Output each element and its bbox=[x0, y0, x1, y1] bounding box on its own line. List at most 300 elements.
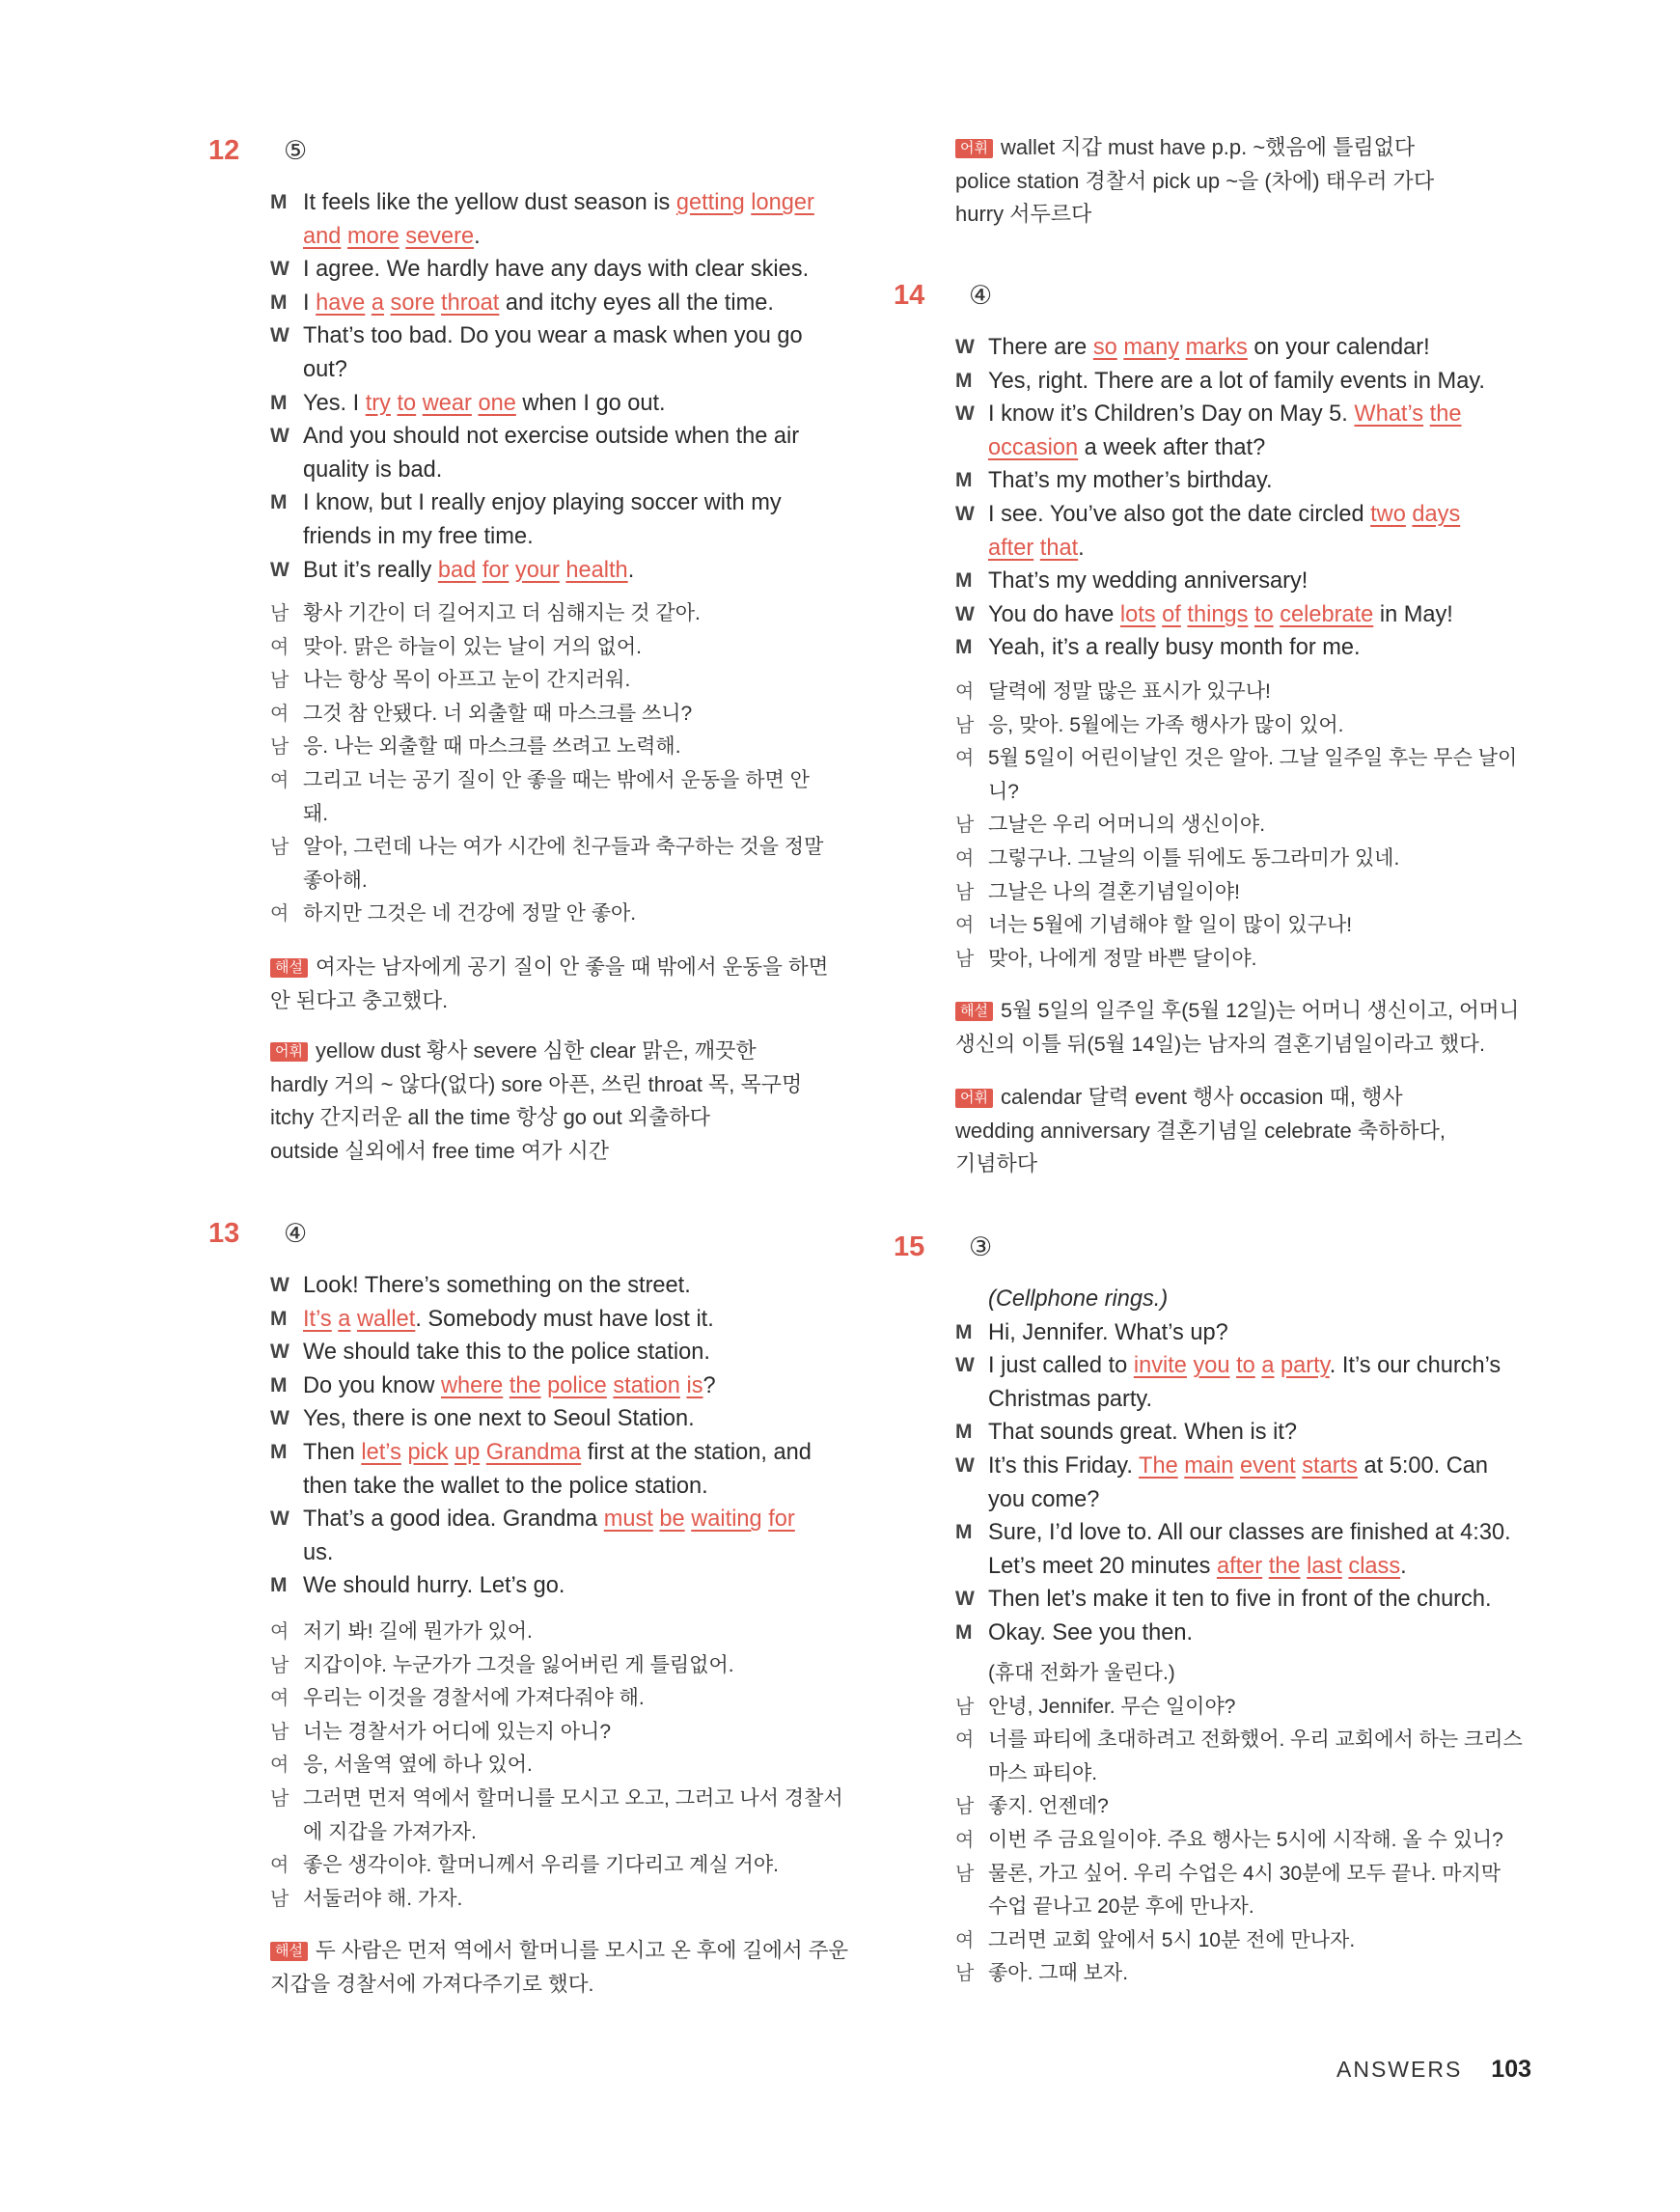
speaker-label: 여 bbox=[955, 1829, 975, 1851]
speaker-label: 여 bbox=[270, 1621, 289, 1643]
question-number: 15 bbox=[894, 1231, 925, 1262]
speaker-label bbox=[270, 865, 303, 899]
answer-blank: wallet bbox=[356, 1306, 416, 1332]
speaker-label: 남 bbox=[270, 670, 289, 692]
translation-line bbox=[270, 1616, 849, 1649]
speaker-label: M bbox=[955, 1521, 973, 1544]
speaker-label: 여 bbox=[270, 636, 289, 658]
text-segment: us. bbox=[303, 1539, 334, 1565]
dialogue-text bbox=[988, 598, 1554, 632]
translation-line bbox=[955, 1724, 1534, 1757]
answer-blank: getting bbox=[675, 190, 745, 215]
text-segment: . bbox=[627, 557, 635, 583]
answer-blank: days bbox=[1412, 501, 1461, 527]
answer-blank: your bbox=[514, 557, 560, 583]
dialogue-text bbox=[988, 1550, 1554, 1584]
answer-blank: class bbox=[1348, 1553, 1401, 1579]
dialogue-line bbox=[270, 220, 849, 254]
speaker-label: M bbox=[270, 1440, 288, 1463]
dialogue-text bbox=[988, 331, 1554, 365]
speaker-label: W bbox=[270, 258, 289, 281]
translation-text: 돼. bbox=[303, 802, 329, 825]
answer-blank: wear bbox=[422, 390, 472, 416]
question-14-translation bbox=[955, 676, 1534, 976]
text-segment: in May! bbox=[1373, 601, 1453, 627]
dialogue-text bbox=[988, 1583, 1554, 1617]
speaker-label bbox=[955, 1383, 988, 1417]
dialogue-line bbox=[955, 1383, 1554, 1417]
speaker-label: W bbox=[270, 324, 289, 347]
dialogue-line bbox=[270, 554, 849, 588]
answer-blank: the bbox=[509, 1372, 541, 1398]
dialogue-text bbox=[988, 365, 1554, 399]
text-segment: . Somebody must have lost it. bbox=[415, 1306, 714, 1332]
dialogue-line bbox=[955, 398, 1554, 431]
translation-line bbox=[270, 664, 849, 698]
answer-blank: let’s bbox=[361, 1439, 401, 1465]
text-segment: There are bbox=[988, 335, 1093, 360]
dialogue-text bbox=[303, 1303, 849, 1337]
translation-line bbox=[270, 764, 849, 798]
answer-blank: for bbox=[482, 557, 510, 583]
translation-text: 달력에 정말 많은 표시가 있구나! bbox=[988, 680, 1271, 703]
translation-line bbox=[955, 742, 1534, 776]
dialogue-text bbox=[303, 1402, 849, 1436]
dialogue-line bbox=[270, 454, 849, 487]
speaker-label: 남 bbox=[955, 714, 975, 736]
dialogue-text bbox=[303, 1269, 849, 1303]
speaker-label bbox=[955, 1657, 988, 1691]
translation-text: 서둘러야 해. 가자. bbox=[303, 1887, 463, 1910]
text-segment: Hi, Jennifer. What’s up? bbox=[988, 1319, 1228, 1345]
translation-line bbox=[955, 943, 1534, 977]
translation-text: 이번 주 금요일이야. 주요 행사는 5시에 시작해. 올 수 있니? bbox=[988, 1828, 1503, 1851]
translation-line bbox=[955, 1790, 1534, 1824]
answer-blank: What’s bbox=[1354, 401, 1424, 428]
translation-line bbox=[955, 876, 1534, 910]
dialogue-line bbox=[955, 431, 1554, 465]
speaker-label: W bbox=[955, 1354, 975, 1377]
dialogue-text bbox=[988, 398, 1554, 431]
answer-blank: the bbox=[1429, 401, 1462, 428]
speaker-label bbox=[955, 431, 988, 465]
text-segment: Then let’s make it ten to five in front of the church. bbox=[988, 1587, 1492, 1613]
text-segment: That’s my mother’s birthday. bbox=[988, 468, 1273, 494]
speaker-label: M bbox=[270, 1307, 288, 1330]
answer-choice: ⑤ bbox=[284, 136, 308, 165]
translation-line bbox=[270, 1682, 849, 1716]
answer-blank: longer bbox=[751, 190, 814, 215]
answer-choice: ④ bbox=[284, 1219, 308, 1248]
answer-blank: a bbox=[371, 290, 384, 316]
translation-text: 좋아해. bbox=[303, 869, 368, 892]
speaker-label bbox=[270, 1536, 303, 1570]
translation-text: 응, 맞아. 5월에는 가족 행사가 많이 있어. bbox=[988, 713, 1344, 736]
translation-text: 나는 항상 목이 아프고 눈이 간지러워. bbox=[303, 669, 631, 692]
speaker-label bbox=[955, 1483, 988, 1517]
answer-blank: party bbox=[1281, 1353, 1330, 1379]
dialogue-line bbox=[955, 1583, 1554, 1617]
question-15-dialogue bbox=[955, 1283, 1554, 1650]
answer-blank: sore bbox=[390, 290, 435, 316]
text-segment: Let’s meet 20 minutes bbox=[988, 1553, 1217, 1579]
answer-choice: ④ bbox=[969, 281, 993, 310]
translation-line bbox=[270, 1783, 849, 1816]
speaker-label: W bbox=[270, 1407, 289, 1430]
translation-text: 너는 5월에 기념해야 할 일이 많이 있구나! bbox=[988, 914, 1353, 937]
translation-line bbox=[270, 731, 849, 764]
answer-blank: so bbox=[1092, 335, 1117, 360]
answer-blank: celebrate bbox=[1280, 601, 1374, 627]
translation-line bbox=[955, 776, 1534, 810]
question-13-vocabulary: 어휘 wallet 지갑 must have p.p. ~했음에 틀림없다 police station 경찰서 pick up ~을 (차에) 태우러 가다 hurry 서두르다 bbox=[955, 135, 1435, 227]
answer-blank: station bbox=[613, 1372, 680, 1398]
speaker-label: 여 bbox=[955, 1929, 975, 1951]
dialogue-text bbox=[988, 1383, 1554, 1417]
translation-text: 지갑이야. 누군가가 그것을 잃어버린 게 틀림없어. bbox=[303, 1653, 734, 1676]
dialogue-line bbox=[955, 1450, 1554, 1483]
answer-blank: occasion bbox=[988, 434, 1079, 460]
speaker-label bbox=[955, 1757, 988, 1791]
translation-text: 하지만 그것은 네 건강에 정말 안 좋아. bbox=[303, 902, 637, 926]
text-segment: . It’s our church’s bbox=[1329, 1353, 1501, 1379]
translation-line bbox=[955, 1957, 1534, 1991]
translation-text: 그날은 나의 결혼기념일이야! bbox=[988, 880, 1240, 903]
answer-blank: invite bbox=[1133, 1353, 1187, 1379]
dialogue-text bbox=[988, 498, 1554, 532]
text-segment: Do you know bbox=[303, 1372, 441, 1398]
answer-blank: throat bbox=[441, 290, 500, 316]
speaker-label: M bbox=[955, 1421, 973, 1444]
question-12-header bbox=[208, 135, 307, 167]
text-segment: and itchy eyes all the time. bbox=[499, 290, 774, 316]
translation-line bbox=[955, 676, 1534, 709]
text-segment: Yes, right. There are a lot of family events in May. bbox=[988, 368, 1485, 394]
question-15-translation bbox=[955, 1657, 1534, 1991]
translation-text: 안녕, Jennifer. 무슨 일이야? bbox=[988, 1695, 1236, 1718]
speaker-label bbox=[955, 1891, 988, 1924]
speaker-label: W bbox=[955, 1588, 975, 1611]
translation-line bbox=[955, 809, 1534, 843]
speaker-label: W bbox=[270, 1341, 289, 1364]
translation-line bbox=[955, 1924, 1534, 1958]
text-segment: But it’s really bbox=[303, 557, 438, 583]
answer-blank: event bbox=[1239, 1452, 1296, 1479]
question-13-header bbox=[208, 1218, 307, 1250]
speaker-label: M bbox=[270, 191, 288, 213]
speaker-label: W bbox=[270, 1274, 289, 1296]
speaker-label: W bbox=[270, 1507, 289, 1531]
speaker-label: W bbox=[955, 602, 975, 625]
speaker-label: 여 bbox=[955, 681, 975, 703]
dialogue-line bbox=[270, 486, 849, 520]
speaker-label: 남 bbox=[270, 1787, 289, 1810]
dialogue-line bbox=[270, 1303, 849, 1337]
translation-line bbox=[955, 843, 1534, 876]
answer-blank: marks bbox=[1185, 335, 1248, 360]
dialogue-line bbox=[955, 1516, 1554, 1550]
explanation-tag: 해설 bbox=[955, 1002, 993, 1021]
text-segment: friends in my free time. bbox=[303, 523, 534, 549]
translation-text: 응, 서울역 옆에 하나 있어. bbox=[303, 1754, 533, 1777]
speaker-label bbox=[955, 1550, 988, 1584]
speaker-label: 여 bbox=[270, 903, 289, 926]
speaker-label: 여 bbox=[270, 1755, 289, 1777]
dialogue-text bbox=[303, 353, 849, 387]
speaker-label: W bbox=[955, 502, 975, 525]
answer-blank: have bbox=[316, 290, 366, 316]
dialogue-line bbox=[270, 520, 849, 554]
dialogue-line bbox=[270, 1369, 849, 1403]
speaker-label: 남 bbox=[955, 1963, 975, 1985]
text-segment: I just called to bbox=[988, 1353, 1134, 1379]
speaker-label: 여 bbox=[270, 1688, 289, 1710]
translation-line bbox=[270, 698, 849, 732]
dialogue-text bbox=[303, 1369, 849, 1403]
speaker-label: M bbox=[270, 1373, 288, 1396]
translation-text: 그리고 너는 공기 질이 안 좋을 때는 밖에서 운동을 하면 안 bbox=[303, 768, 810, 791]
answer-blank: starts bbox=[1302, 1452, 1358, 1479]
answer-blank: of bbox=[1162, 601, 1181, 627]
question-13-translation bbox=[270, 1616, 849, 1916]
question-12-explanation: 해설 여자는 남자에게 공기 질이 안 좋을 때 밖에서 운동을 하면 안 된다고 충고했다. bbox=[270, 955, 829, 1012]
answer-blank: and bbox=[303, 223, 342, 249]
translation-text: 너를 파티에 초대하려고 전화했어. 우리 교회에서 하는 크리스 bbox=[988, 1728, 1523, 1752]
text-segment: at 5:00. Can bbox=[1357, 1452, 1489, 1479]
dialogue-text bbox=[303, 486, 849, 520]
speaker-label: M bbox=[955, 469, 973, 492]
dialogue-line bbox=[955, 1416, 1554, 1450]
speaker-label: M bbox=[270, 491, 288, 514]
text-segment: out? bbox=[303, 356, 347, 382]
text-segment: It’s this Friday. bbox=[988, 1452, 1140, 1479]
dialogue-text bbox=[303, 554, 849, 588]
speaker-label: M bbox=[955, 1320, 973, 1343]
text-segment: We should hurry. Let’s go. bbox=[303, 1573, 565, 1599]
dialogue-line bbox=[270, 186, 849, 220]
answer-blank: waiting bbox=[691, 1507, 762, 1533]
dialogue-line bbox=[270, 1336, 849, 1369]
question-12-vocabulary: 어휘 yellow dust 황사 severe 심한 clear 맑은, 깨끗한 hardly 거의 ~ 않다(없다) sore 아픈, 쓰린 throat 목, 목구멍 itchy 간지러운 all the time 항상 go out 외출하다 outside 실외에서 free time 여가 시간 bbox=[270, 1038, 803, 1163]
text-segment: Yes, there is one next to Seoul Station. bbox=[303, 1406, 695, 1432]
dialogue-text bbox=[303, 186, 849, 220]
speaker-label bbox=[270, 220, 303, 254]
speaker-label: 여 bbox=[955, 1729, 975, 1752]
answer-blank: health bbox=[565, 557, 628, 583]
dialogue-text bbox=[303, 420, 849, 454]
speaker-label: 남 bbox=[955, 1796, 975, 1818]
explanation-tag: 해설 bbox=[270, 958, 308, 978]
answer-blank: Grandma bbox=[485, 1439, 582, 1465]
translation-text: 그것 참 안됐다. 너 외출할 때 마스크를 쓰니? bbox=[303, 702, 693, 725]
speaker-label: M bbox=[270, 1574, 288, 1597]
answer-blank: severe bbox=[405, 223, 475, 249]
text-segment: you come? bbox=[988, 1486, 1100, 1512]
speaker-label: 남 bbox=[270, 1654, 289, 1676]
speaker-label: 여 bbox=[955, 847, 975, 870]
speaker-label: 남 bbox=[270, 837, 289, 859]
text-segment: Look! There’s something on the street. bbox=[303, 1273, 691, 1298]
translation-text: 니? bbox=[988, 780, 1019, 803]
dialogue-line bbox=[270, 420, 849, 454]
text-segment: I know it’s Children’s Day on May 5. bbox=[988, 401, 1355, 428]
dialogue-text bbox=[988, 1450, 1554, 1483]
speaker-label: 남 bbox=[955, 881, 975, 903]
question-15-header bbox=[894, 1231, 992, 1263]
translation-line bbox=[955, 709, 1534, 743]
text-segment: Then bbox=[303, 1439, 362, 1465]
dialogue-text bbox=[988, 1483, 1554, 1517]
dialogue-text bbox=[303, 319, 849, 353]
speaker-label: W bbox=[955, 402, 975, 426]
answer-blank: things bbox=[1187, 601, 1249, 627]
speaker-label: 여 bbox=[955, 915, 975, 937]
text-segment: That’s too bad. Do you wear a mask when you go bbox=[303, 323, 803, 349]
text-segment: It feels like the yellow dust season is bbox=[303, 190, 676, 215]
dialogue-text bbox=[303, 1436, 849, 1470]
dialogue-text bbox=[303, 1569, 849, 1603]
answer-choice: ③ bbox=[969, 1232, 993, 1261]
dialogue-line bbox=[270, 253, 849, 287]
translation-line bbox=[270, 1649, 849, 1683]
answer-blank: after bbox=[988, 535, 1034, 561]
question-number: 13 bbox=[208, 1218, 240, 1249]
speaker-label bbox=[270, 1816, 303, 1850]
answer-blank: try bbox=[365, 390, 391, 416]
text-segment: ? bbox=[702, 1372, 716, 1398]
dialogue-text bbox=[303, 454, 849, 487]
text-segment: I know, but I really enjoy playing soccer with my bbox=[303, 490, 782, 516]
translation-line bbox=[270, 1883, 849, 1917]
translation-text: 물론, 가고 싶어. 우리 수업은 4시 30분에 모두 끝나. 마지막 bbox=[988, 1862, 1501, 1885]
dialogue-line bbox=[955, 1316, 1554, 1350]
answer-blank: many bbox=[1123, 335, 1180, 360]
translation-text: 좋지. 언젠데? bbox=[988, 1795, 1109, 1818]
text-segment: I bbox=[303, 290, 317, 316]
dialogue-line bbox=[270, 1503, 849, 1536]
question-14-dialogue bbox=[955, 331, 1554, 665]
section-label: ANSWERS bbox=[1336, 2057, 1463, 2082]
dialogue-line bbox=[270, 1436, 849, 1470]
translation-text: 5월 5일이 어린이날인 것은 알아. 그날 일주일 후는 무슨 날이 bbox=[988, 747, 1518, 770]
text-segment: . bbox=[474, 223, 481, 249]
dialogue-text bbox=[988, 464, 1554, 498]
speaker-label: 남 bbox=[270, 736, 289, 759]
answer-blank: a bbox=[338, 1306, 351, 1332]
dialogue-text bbox=[988, 1349, 1554, 1383]
translation-text: 그렇구나. 그날의 이틀 뒤에도 동그라미가 있네. bbox=[988, 846, 1400, 870]
dialogue-line bbox=[955, 1483, 1554, 1517]
speaker-label: M bbox=[955, 636, 973, 659]
dialogue-text bbox=[988, 431, 1554, 465]
explanation-tag: 해설 bbox=[270, 1942, 308, 1961]
answer-blank: one bbox=[478, 390, 516, 416]
speaker-label: M bbox=[955, 369, 973, 392]
answer-blank: last bbox=[1307, 1553, 1342, 1579]
translation-line bbox=[270, 898, 849, 931]
answer-blank: after bbox=[1216, 1553, 1263, 1579]
translation-line bbox=[270, 798, 849, 832]
question-number: 14 bbox=[894, 280, 925, 311]
dialogue-line bbox=[955, 464, 1554, 498]
speaker-label: W bbox=[270, 425, 289, 448]
speaker-label bbox=[270, 353, 303, 387]
dialogue-text bbox=[303, 1470, 849, 1504]
dialogue-text bbox=[303, 1536, 849, 1570]
text-segment: We should take this to the police station. bbox=[303, 1340, 710, 1366]
translation-line bbox=[270, 1816, 849, 1850]
speaker-label: 남 bbox=[955, 948, 975, 970]
question-12-translation bbox=[270, 597, 849, 931]
translation-text: (휴대 전화가 울린다.) bbox=[988, 1662, 1175, 1684]
answer-blank: is bbox=[686, 1372, 703, 1398]
dialogue-text bbox=[988, 1283, 1554, 1316]
dialogue-line bbox=[955, 1550, 1554, 1584]
question-14-header bbox=[894, 280, 992, 312]
speaker-label: W bbox=[270, 558, 289, 581]
dialogue-line bbox=[270, 319, 849, 353]
speaker-label: 남 bbox=[270, 1721, 289, 1743]
answer-blank: must bbox=[603, 1507, 653, 1533]
text-segment: . bbox=[1078, 535, 1085, 561]
translation-text: 알아, 그런데 나는 여가 시간에 친구들과 축구하는 것을 정말 bbox=[303, 836, 824, 859]
text-segment: then take the wallet to the police station. bbox=[303, 1473, 708, 1499]
dialogue-line bbox=[955, 565, 1554, 598]
dialogue-text bbox=[303, 1336, 849, 1369]
answer-blank: the bbox=[1268, 1553, 1301, 1579]
dialogue-line bbox=[270, 353, 849, 387]
speaker-label: 여 bbox=[955, 748, 975, 770]
dialogue-line bbox=[270, 1536, 849, 1570]
dialogue-text bbox=[988, 1516, 1554, 1550]
translation-text: 황사 기간이 더 길어지고 더 심해지는 것 같아. bbox=[303, 602, 701, 624]
answer-blank: It’s bbox=[303, 1306, 332, 1332]
vocab-tag: 어휘 bbox=[955, 139, 993, 158]
speaker-label: 여 bbox=[270, 1855, 289, 1877]
text-segment: . bbox=[1400, 1553, 1407, 1579]
answer-blank: to bbox=[1236, 1353, 1255, 1379]
question-number: 12 bbox=[208, 135, 240, 166]
translation-text: 에 지갑을 가져가자. bbox=[303, 1820, 477, 1843]
dialogue-line bbox=[955, 365, 1554, 399]
speaker-label: W bbox=[955, 336, 975, 358]
dialogue-text bbox=[303, 520, 849, 554]
speaker-label: 여 bbox=[270, 769, 289, 791]
text-segment: That sounds great. When is it? bbox=[988, 1420, 1297, 1446]
dialogue-line bbox=[270, 287, 849, 320]
text-segment: on your calendar! bbox=[1247, 335, 1430, 360]
translation-line bbox=[270, 865, 849, 899]
speaker-label: M bbox=[955, 569, 973, 593]
stage-direction: (Cellphone rings.) bbox=[988, 1286, 1169, 1312]
answer-blank: lots bbox=[1119, 601, 1156, 627]
dialogue-text bbox=[988, 1316, 1554, 1350]
translation-line bbox=[955, 1657, 1534, 1691]
speaker-label bbox=[955, 1283, 988, 1316]
page-number: 103 bbox=[1491, 2056, 1532, 2083]
dialogue-text bbox=[303, 387, 849, 421]
text-segment: That’s my wedding anniversary! bbox=[988, 568, 1308, 594]
question-13-explanation: 해설 두 사람은 먼저 역에서 할머니를 모시고 온 후에 길에서 주운 지갑을 경찰서에 가져다주기로 했다. bbox=[270, 1939, 849, 1996]
translation-line bbox=[270, 831, 849, 865]
dialogue-line bbox=[955, 532, 1554, 566]
text-segment: Okay. See you then. bbox=[988, 1619, 1194, 1645]
text-segment: first at the station, and bbox=[581, 1439, 812, 1465]
dialogue-line bbox=[955, 498, 1554, 532]
text-segment: And you should not exercise outside when the air bbox=[303, 424, 800, 450]
answer-blank: to bbox=[397, 390, 417, 416]
dialogue-line bbox=[270, 1569, 849, 1603]
